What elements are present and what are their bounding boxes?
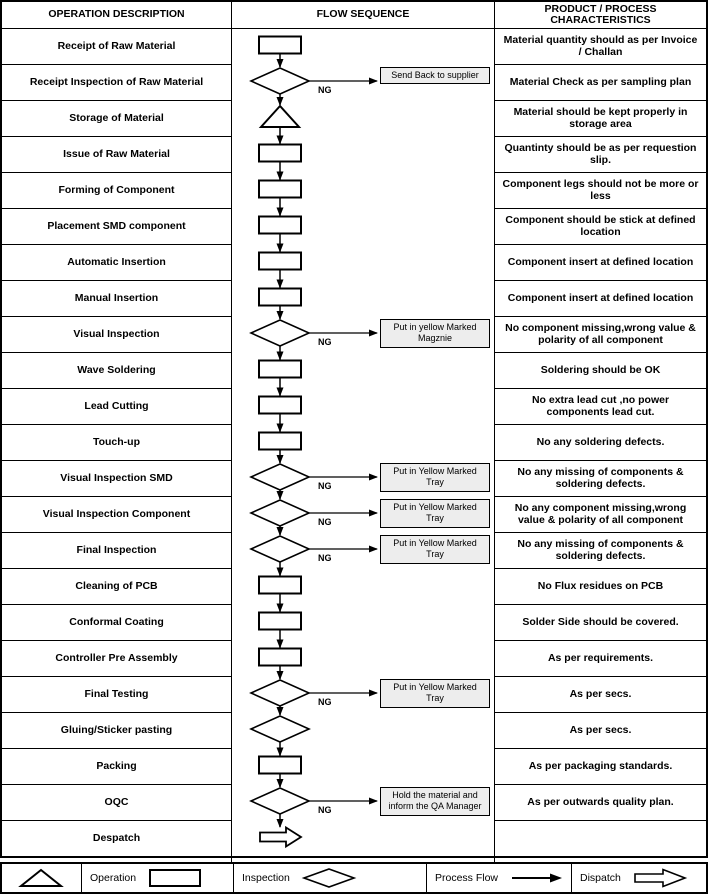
operation-description-column [2, 29, 232, 862]
flow-shape-rect [259, 145, 301, 162]
operation-cell: Forming of Component [2, 173, 231, 209]
operation-cell: Placement SMD component [2, 209, 231, 245]
characteristic-cell: No any missing of components & soldering defects. [495, 461, 706, 497]
flow-shape-rect [259, 397, 301, 414]
characteristic-cell: No any missing of components & soldering defects. [495, 533, 706, 569]
operation-cell: Wave Soldering [2, 353, 231, 389]
operation-cell: Conformal Coating [2, 605, 231, 641]
flow-shape-rect [259, 577, 301, 594]
ng-label: NG [318, 481, 332, 491]
storage-triangle-icon [13, 867, 71, 889]
legend-cell-operation [82, 864, 234, 892]
header-flow-sequence: FLOW SEQUENCE [232, 2, 495, 28]
legend-cell-inspection [234, 864, 427, 892]
flow-shape-rect [259, 757, 301, 774]
flow-shape-triangle [261, 106, 299, 127]
characteristic-cell: As per requirements. [495, 641, 706, 677]
operation-cell: Receipt Inspection of Raw Material [2, 65, 231, 101]
ng-label: NG [318, 697, 332, 707]
table-body [2, 29, 706, 857]
flow-shape-rect [259, 361, 301, 378]
flow-shape-rect [259, 649, 301, 666]
legend-cell-storage [2, 864, 82, 892]
ng-action-box: Put in Yellow Marked Tray [380, 679, 490, 708]
characteristic-cell: Component insert at defined location [495, 245, 706, 281]
flow-shape-diamond [251, 536, 309, 562]
operation-cell: Final Inspection [2, 533, 231, 569]
ng-action-box: Put in Yellow Marked Tray [380, 499, 490, 528]
characteristic-cell: Soldering should be OK [495, 353, 706, 389]
legend-bar [0, 862, 708, 894]
ng-label: NG [318, 553, 332, 563]
characteristic-cell: Component legs should not be more or less [495, 173, 706, 209]
flow-shape-rect [259, 37, 301, 54]
flow-sequence-svg [232, 29, 495, 857]
flow-shape-dispatch-arrow [260, 828, 301, 847]
flow-shape-diamond [251, 500, 309, 526]
flow-shape-rect [259, 613, 301, 630]
legend-label-process-flow: Process Flow [435, 872, 499, 884]
header-operation-description: OPERATION DESCRIPTION [2, 2, 232, 28]
table-header-row [2, 2, 706, 29]
ng-label: NG [318, 805, 332, 815]
operation-cell: Receipt of Raw Material [2, 29, 231, 65]
characteristic-cell: Quantinty should be as per requestion slip. [495, 137, 706, 173]
operation-cell: OQC [2, 785, 231, 821]
ng-action-box: Put in yellow Marked Magznie [380, 319, 490, 348]
operation-cell: Issue of Raw Material [2, 137, 231, 173]
operation-cell: Manual Insertion [2, 281, 231, 317]
characteristic-cell: As per secs. [495, 677, 706, 713]
operation-cell: Automatic Insertion [2, 245, 231, 281]
characteristic-cell: As per secs. [495, 713, 706, 749]
ng-action-box: Put in Yellow Marked Tray [380, 535, 490, 564]
header-product-process-characteristics: PRODUCT / PROCESS CHARACTERISTICS [544, 2, 657, 26]
operation-cell: Visual Inspection [2, 317, 231, 353]
flow-shape-diamond [251, 788, 309, 814]
flow-shape-rect [259, 181, 301, 198]
legend-label-operation: Operation [90, 872, 137, 884]
flow-shape-diamond [251, 68, 309, 94]
characteristic-cell: No any soldering defects. [495, 425, 706, 461]
process-flow-arrow-icon [508, 867, 566, 889]
characteristic-cell: As per outwards quality plan. [495, 785, 706, 821]
ng-action-box: Send Back to supplier [380, 67, 490, 84]
characteristic-cell: Material should be kept properly in storage area [495, 101, 706, 137]
characteristic-cell: Solder Side should be covered. [495, 605, 706, 641]
flow-shape-diamond [251, 464, 309, 490]
ng-label: NG [318, 337, 332, 347]
characteristic-cell: No any component missing,wrong value & polarity of all component [495, 497, 706, 533]
operation-cell: Lead Cutting [2, 389, 231, 425]
operation-cell: Cleaning of PCB [2, 569, 231, 605]
operation-rect-icon [146, 867, 204, 889]
operation-cell: Visual Inspection Component [2, 497, 231, 533]
operation-cell: Final Testing [2, 677, 231, 713]
characteristic-cell: No component missing,wrong value & polarity of all component [495, 317, 706, 353]
operation-cell: Visual Inspection SMD [2, 461, 231, 497]
operation-cell: Gluing/Sticker pasting [2, 713, 231, 749]
operation-cell: Packing [2, 749, 231, 785]
operation-cell: Touch-up [2, 425, 231, 461]
flow-shape-rect [259, 253, 301, 270]
flow-shape-diamond [251, 680, 309, 706]
operation-cell: Despatch [92, 832, 141, 845]
inspection-diamond-icon [300, 867, 358, 889]
ng-label: NG [318, 85, 332, 95]
characteristic-cell: As per packaging standards. [495, 749, 706, 785]
legend-cell-dispatch [572, 864, 706, 892]
characteristic-cell: Material quantity should as per Invoice / Challan [495, 29, 706, 65]
dispatch-block-arrow-icon [631, 867, 689, 889]
legend-label-dispatch: Dispatch [580, 872, 621, 884]
characteristics-column [495, 29, 706, 862]
characteristic-cell: No Flux residues on PCB [495, 569, 706, 605]
characteristic-cell: No extra lead cut ,no power components lead cut. [495, 389, 706, 425]
flow-shape-rect [259, 433, 301, 450]
flow-shape-rect [259, 217, 301, 234]
legend-cell-process-flow [427, 864, 572, 892]
flow-column [232, 29, 495, 862]
operation-cell: Storage of Material [2, 101, 231, 137]
legend-label-inspection: Inspection [242, 872, 290, 884]
ng-action-box: Hold the material and inform the QA Manager [380, 787, 490, 816]
characteristic-cell: Component insert at defined location [495, 281, 706, 317]
flow-shape-diamond [251, 716, 309, 742]
characteristic-cell [495, 821, 706, 857]
ng-label: NG [318, 517, 332, 527]
characteristic-cell: Material Check as per sampling plan [495, 65, 706, 101]
operation-cell: Controller Pre Assembly [2, 641, 231, 677]
flow-shape-rect [259, 289, 301, 306]
characteristic-cell: Component should be stick at defined location [495, 209, 706, 245]
ng-action-box: Put in Yellow Marked Tray [380, 463, 490, 492]
flow-shape-diamond [251, 320, 309, 346]
